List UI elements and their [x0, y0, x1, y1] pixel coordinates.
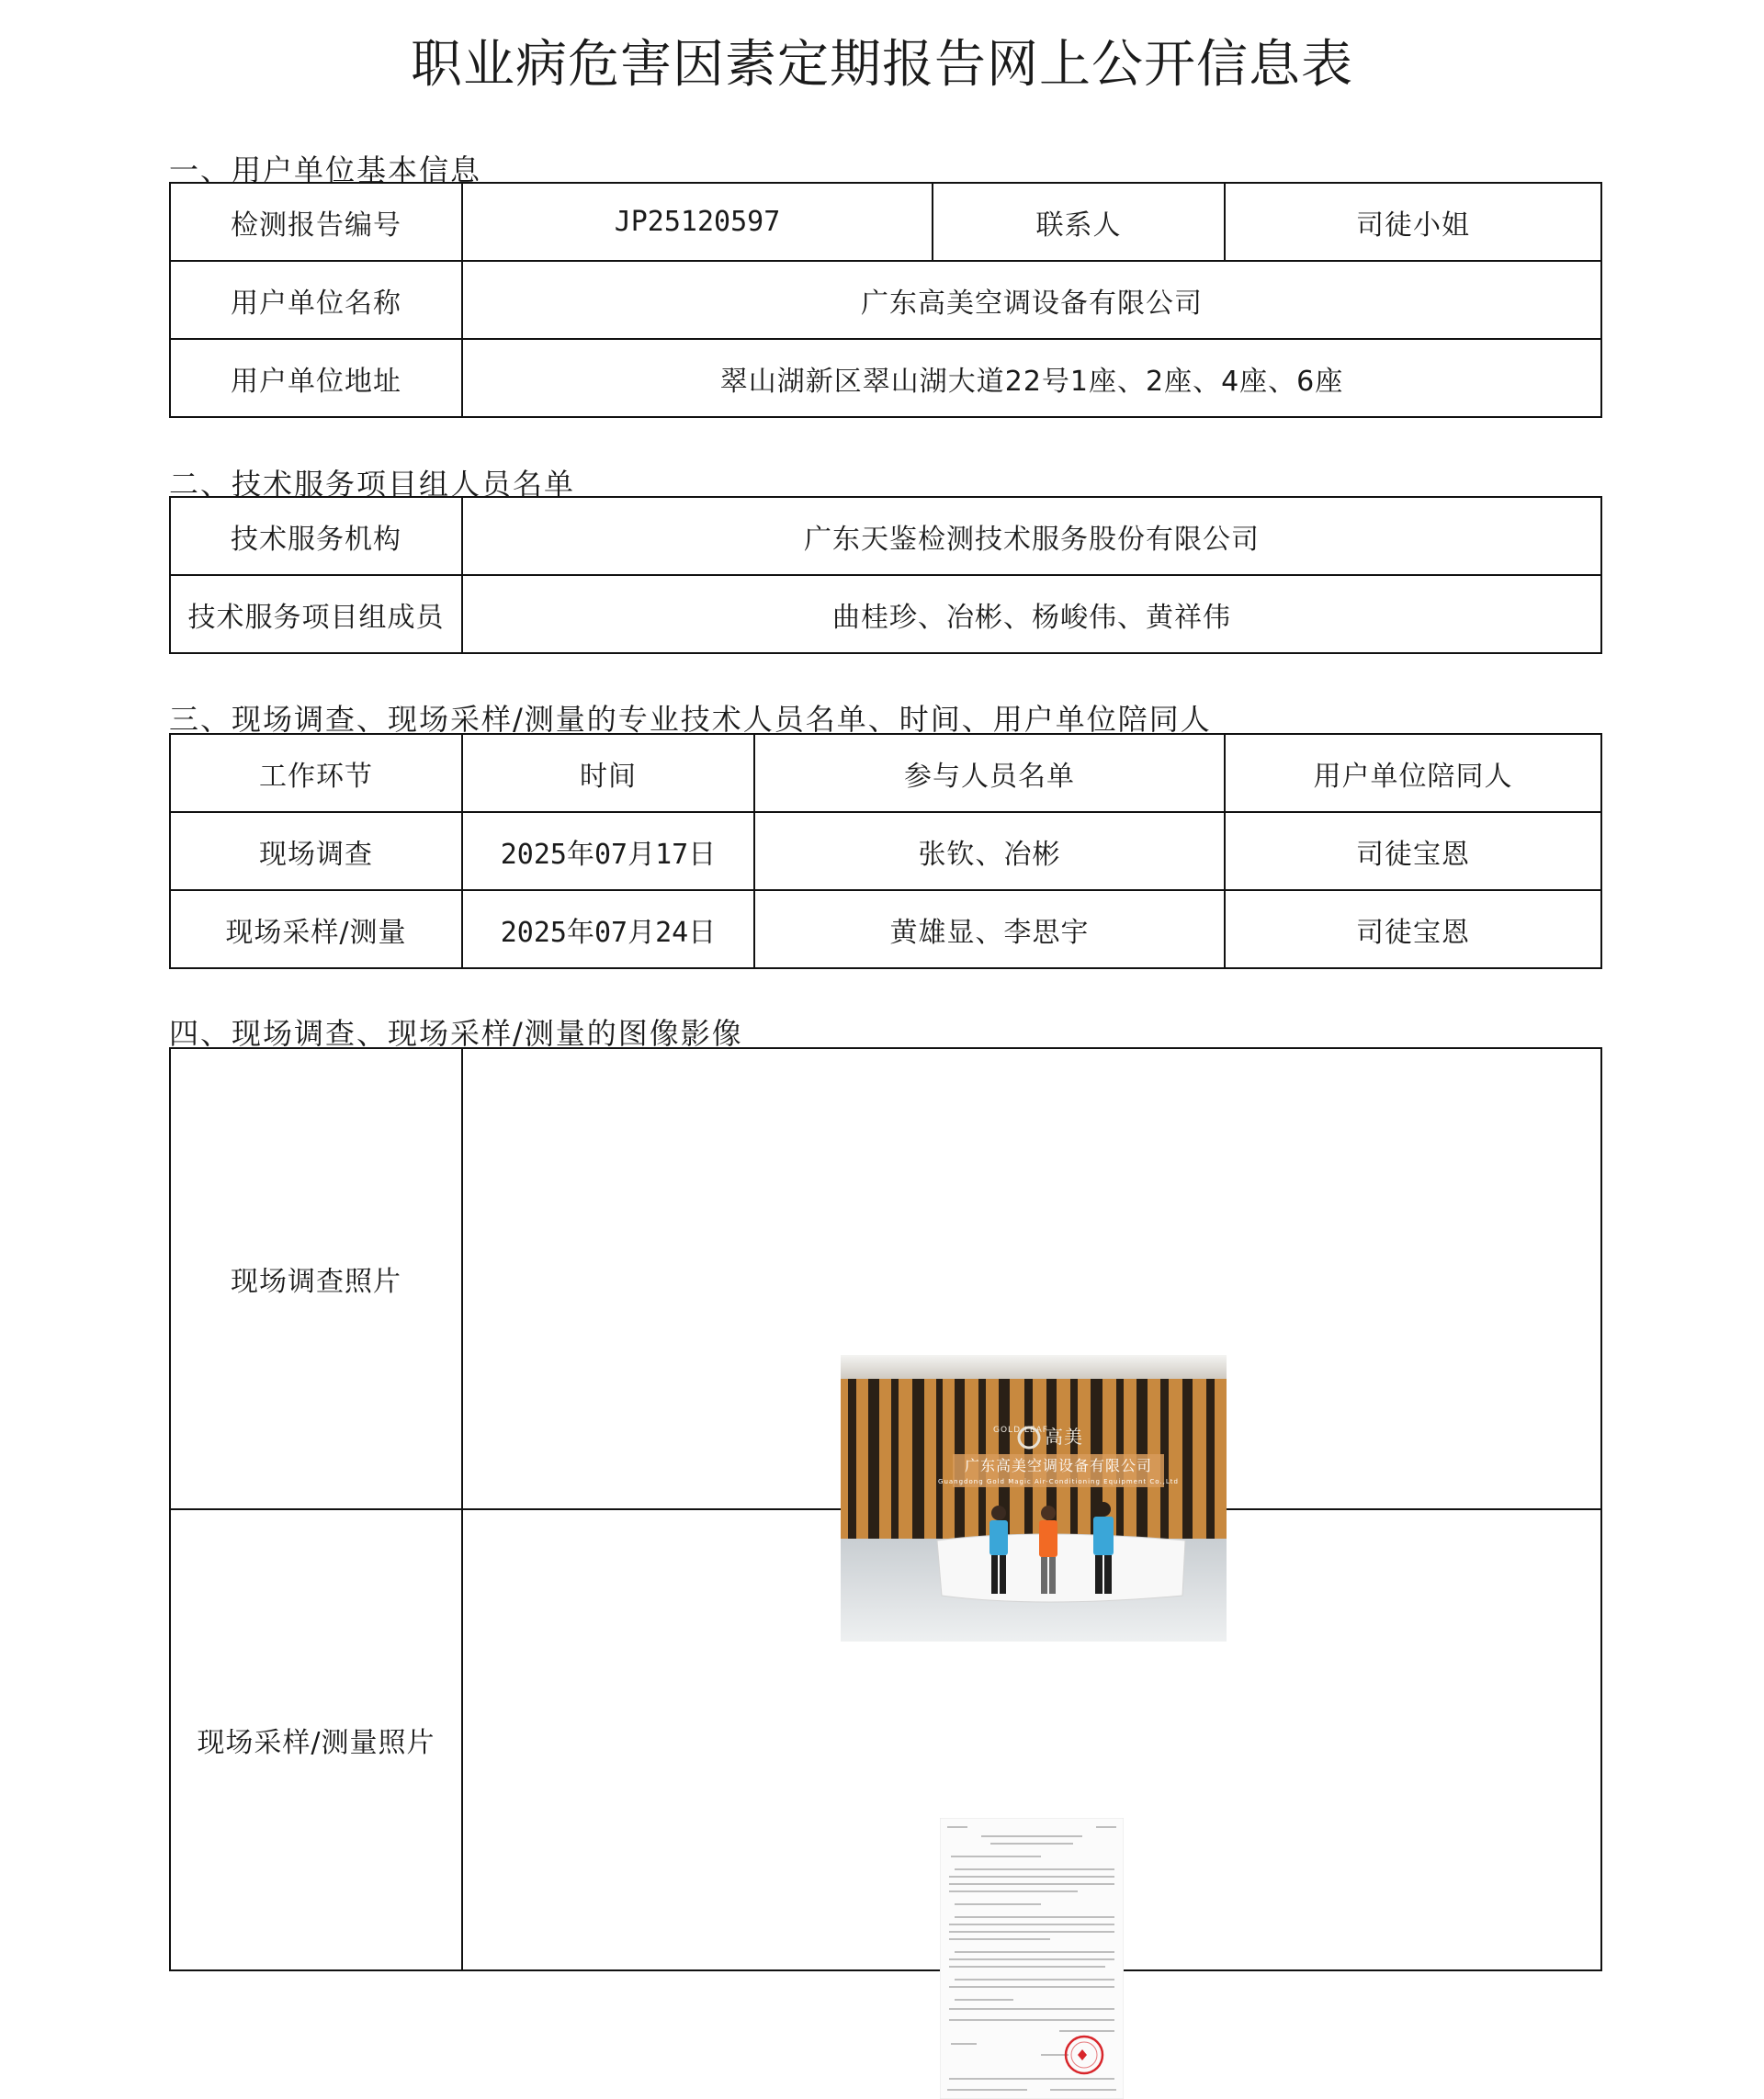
- survey-photo-cell: [462, 1048, 1601, 1509]
- section2-heading: 二、技术服务项目组人员名单: [169, 467, 576, 502]
- col-header-time: 时间: [462, 734, 754, 812]
- section1-heading: 一、用户单位基本信息: [169, 152, 482, 187]
- members-label: 技术服务项目组成员: [170, 575, 462, 653]
- org-label: 技术服务机构: [170, 497, 462, 575]
- contact-value: 司徒小姐: [1225, 183, 1601, 261]
- time-cell: 2025年07月24日: [462, 890, 754, 968]
- col-header-staff: 参与人员名单: [754, 734, 1225, 812]
- official-stamp: [1066, 2037, 1102, 2073]
- table-row: [170, 890, 1601, 968]
- company-value: 广东高美空调设备有限公司: [462, 261, 1601, 339]
- address-value: 翠山湖新区翠山湖大道22号1座、2座、4座、6座: [462, 339, 1601, 417]
- survey-photo-label: 现场调查照片: [170, 1048, 462, 1509]
- address-label: 用户单位地址: [170, 339, 462, 417]
- photo-table: [169, 1047, 1602, 1971]
- company-label: 用户单位名称: [170, 261, 462, 339]
- stage-cell: 现场调查: [170, 812, 462, 890]
- photo-banner-cn: 广东高美空调设备有限公司: [964, 1457, 1153, 1474]
- photo-banner-en: Guangdong Gold Magic Air-Conditioning Equipment Co.,Ltd: [938, 1478, 1179, 1485]
- sampling-document-photo: [940, 1818, 1124, 2099]
- report-no-value: JP25120597: [462, 183, 933, 261]
- page-title: 职业病危害因素定期报告网上公开信息表: [411, 35, 1353, 95]
- contact-label: 联系人: [933, 183, 1225, 261]
- col-header-escort: 用户单位陪同人: [1225, 734, 1601, 812]
- photo-sign-en: GOLD LEAF: [993, 1426, 1048, 1435]
- staff-cell: 张钦、冶彬: [754, 812, 1225, 890]
- photo-sign-cn: 高美: [1045, 1426, 1083, 1448]
- staff-cell: 黄雄显、李思宇: [754, 890, 1225, 968]
- escort-cell: 司徒宝恩: [1225, 890, 1601, 968]
- photo-reception-desk: [937, 1534, 1185, 1602]
- section4-heading: 四、现场调查、现场采样/测量的图像影像: [169, 1016, 743, 1051]
- org-value: 广东天鉴检测技术服务股份有限公司: [462, 497, 1601, 575]
- stage-cell: 现场采样/测量: [170, 890, 462, 968]
- sampling-photo-label: 现场采样/测量照片: [170, 1509, 462, 1970]
- col-header-stage: 工作环节: [170, 734, 462, 812]
- survey-photo: [841, 1355, 1227, 1642]
- section3-heading: 三、现场调查、现场采样/测量的专业技术人员名单、时间、用户单位陪同人: [169, 702, 1212, 737]
- basic-info-table: [169, 182, 1602, 418]
- schedule-header-row: [170, 734, 1601, 812]
- table-row: [170, 812, 1601, 890]
- members-value: 曲桂珍、冶彬、杨峻伟、黄祥伟: [462, 575, 1601, 653]
- escort-cell: 司徒宝恩: [1225, 812, 1601, 890]
- team-table: [169, 496, 1602, 654]
- photo-ceiling: [841, 1355, 1227, 1379]
- report-no-label: 检测报告编号: [170, 183, 462, 261]
- schedule-table: [169, 733, 1602, 969]
- time-cell: 2025年07月17日: [462, 812, 754, 890]
